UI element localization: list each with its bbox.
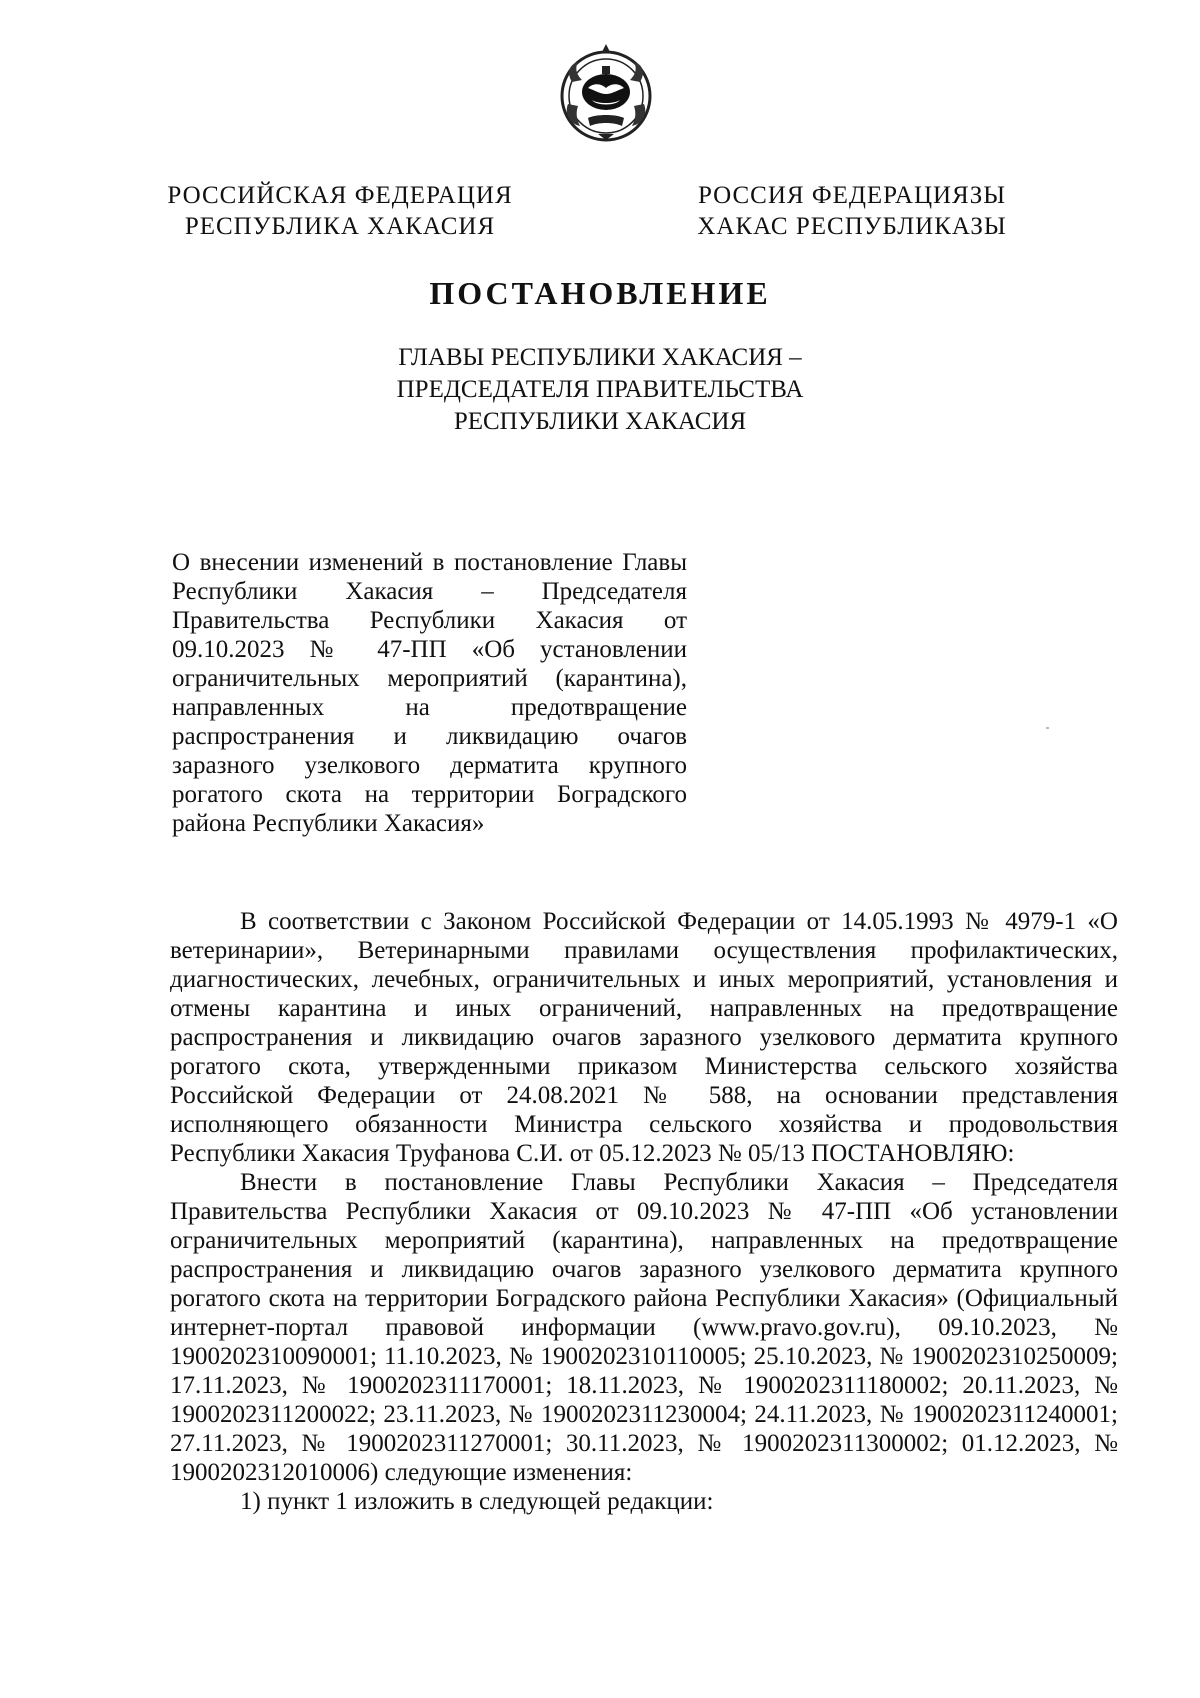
- scan-speck: [1046, 727, 1049, 729]
- header-khakas: [672, 180, 1032, 242]
- document-body: [170, 907, 1118, 1516]
- header-right-line2: ХАКАС РЕСПУБЛИКАЗЫ: [697, 213, 1007, 240]
- issuer-line3: РЕСПУБЛИКИ ХАКАСИЯ: [453, 408, 747, 435]
- header-left-line1: РОССИЙСКАЯ ФЕДЕРАЦИЯ: [167, 182, 513, 209]
- coat-of-arms-emblem: [558, 42, 654, 146]
- header-russian: [160, 180, 520, 242]
- issuer-line2: ПРЕДСЕДАТЕЛЯ ПРАВИТЕЛЬСТВА: [396, 376, 804, 403]
- body-paragraph-3: 1) пункт 1 изложить в следующей редакции:: [240, 1488, 714, 1515]
- issuer-line1: ГЛАВЫ РЕСПУБЛИКИ ХАКАСИЯ –: [398, 344, 802, 371]
- document-subject: О внесении изменений в постановление Главы Республики Хакасия – Председателя Правительства Республики Хакасия от 09.10.2023 № 47-ПП «Об установлении ограничительных мероприятий (карантина), направленных на предотвращение распространения и ликвидацию очагов заразного узелкового дерматита крупного рогатого скота на территории Боградского района Республики Хакасия»: [172, 549, 687, 837]
- document-issuer: [0, 342, 1200, 438]
- body-paragraph-1: В соответствии с Законом Российской Федерации от 14.05.1993 № 4979-1 «О ветеринарии», Ветеринарными правилами осуществления профилактических, диагностических, лечебных, ограничительных и иных мероприятий, установления и отмены карантина и иных ограничений, направленных на предотвращение распространения и ликвидацию очагов заразного узелкового дерматита крупного рогатого скота, утвержденными приказом Министерства сельского хозяйства Российской Федерации от 24.08.2021 № 588, на основании представления исполняющего обязанности Министра сельского хозяйства и продовольствия Республики Хакасия Труфанова С.И. от 05.12.2023 № 05/13 ПОСТАНОВЛЯЮ:: [170, 908, 1118, 1167]
- header-right-line1: РОССИЯ ФЕДЕРАЦИЯЗЫ: [697, 182, 1007, 209]
- document-title: ПОСТАНОВЛЕНИЕ: [429, 275, 771, 311]
- header-left-line2: РЕСПУБЛИКА ХАКАСИЯ: [184, 213, 496, 240]
- body-paragraph-2: Внести в постановление Главы Республики Хакасия – Председателя Правительства Республики Хакасия от 09.10.2023 № 47-ПП «Об установлении ограничительных мероприятий (карантина), направленных на предотвращение распространения и ликвидацию очагов заразного узелкового дерматита крупного рогатого скота на территории Боградского района Республики Хакасия» (Официальный интернет-портал правовой информации (www.pravo.gov.ru), 09.10.2023, № 1900202310090001; 11.10.2023, № 1900202310110005; 25.10.2023, № 1900202310250009; 17.11.2023, № 1900202311170001; 18.11.2023, № 1900202311180002; 20.11.2023, № 1900202311200022; 23.11.2023, № 1900202311230004; 24.11.2023, № 1900202311240001; 27.11.2023, № 1900202311270001; 30.11.2023, № 1900202311300002; 01.12.2023, № 1900202312010006) следующие изменения:: [170, 1169, 1118, 1486]
